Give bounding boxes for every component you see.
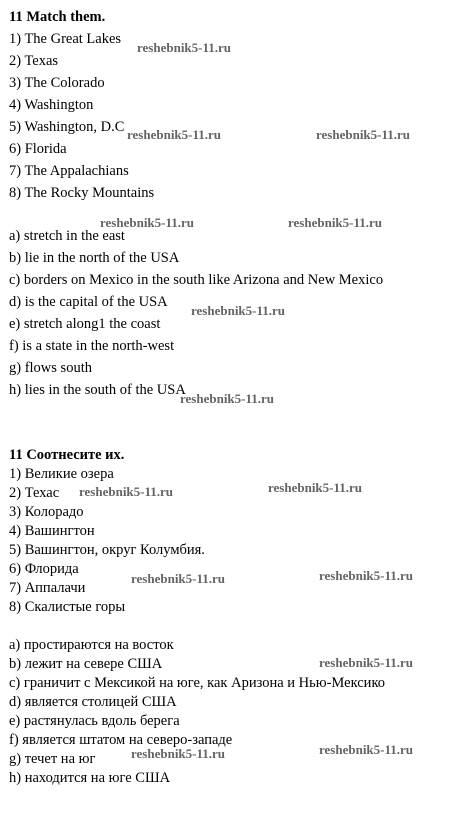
russian-item-4: 4) Вашингтон [9, 523, 95, 539]
russian-option-h: h) находится на юге США [9, 770, 171, 786]
russian-option-a: a) простираются на восток [9, 637, 174, 653]
english-option-a: a) stretch in the east [9, 228, 125, 244]
english-heading: 11 Match them. [9, 9, 106, 25]
watermark: reshebnik5-11.ru [79, 484, 174, 499]
english-item-3: 3) The Colorado [9, 75, 105, 91]
english-item-2: 2) Texas [9, 53, 59, 69]
english-item-8: 8) The Rocky Mountains [9, 185, 155, 201]
russian-option-d: d) является столицей США [9, 694, 177, 710]
english-item-1: 1) The Great Lakes [9, 31, 122, 47]
english-item-6: 6) Florida [9, 141, 67, 157]
english-item-7: 7) The Appalachians [9, 163, 129, 179]
russian-item-3: 3) Колорадо [9, 504, 84, 520]
watermark: reshebnik5-11.ru [319, 742, 414, 757]
russian-item-7: 7) Аппалачи [9, 580, 86, 596]
watermark: reshebnik5-11.ru [268, 480, 363, 495]
russian-heading: 11 Соотнесите их. [9, 447, 125, 463]
russian-item-1: 1) Великие озера [9, 466, 114, 482]
english-option-c: c) borders on Mexico in the south like Arizona and New Mexico [9, 272, 384, 288]
russian-item-2: 2) Техас [9, 485, 60, 501]
russian-option-c: c) граничит с Мексикой на юге, как Аризона и Нью-Мексико [9, 675, 386, 691]
english-option-d: d) is the capital of the USA [9, 294, 168, 310]
watermark: reshebnik5-11.ru [288, 215, 383, 230]
watermark: reshebnik5-11.ru [180, 391, 275, 406]
watermark: reshebnik5-11.ru [316, 127, 411, 142]
watermark: reshebnik5-11.ru [137, 40, 232, 55]
english-item-5: 5) Washington, D.C [9, 119, 125, 135]
russian-item-6: 6) Флорида [9, 561, 79, 577]
watermark: reshebnik5-11.ru [100, 215, 195, 230]
russian-option-b: b) лежит на севере США [9, 656, 163, 672]
english-item-4: 4) Washington [9, 97, 94, 113]
russian-option-f: f) является штатом на северо-западе [9, 732, 233, 748]
watermark: reshebnik5-11.ru [319, 568, 414, 583]
english-option-f: f) is a state in the north-west [9, 338, 175, 354]
watermark: reshebnik5-11.ru [127, 127, 222, 142]
english-option-g: g) flows south [9, 360, 92, 376]
russian-item-5: 5) Вашингтон, округ Колумбия. [9, 542, 205, 558]
english-option-e: e) stretch along1 the coast [9, 316, 161, 332]
watermark: reshebnik5-11.ru [131, 571, 226, 586]
watermark: reshebnik5-11.ru [131, 746, 226, 761]
watermark: reshebnik5-11.ru [319, 655, 414, 670]
watermark: reshebnik5-11.ru [191, 303, 286, 318]
russian-item-8: 8) Скалистые горы [9, 599, 126, 615]
english-option-h: h) lies in the south of the USA [9, 382, 186, 398]
russian-option-g: g) течет на юг [9, 751, 96, 767]
english-option-b: b) lie in the north of the USA [9, 250, 180, 266]
russian-option-e: e) растянулась вдоль берега [9, 713, 180, 729]
